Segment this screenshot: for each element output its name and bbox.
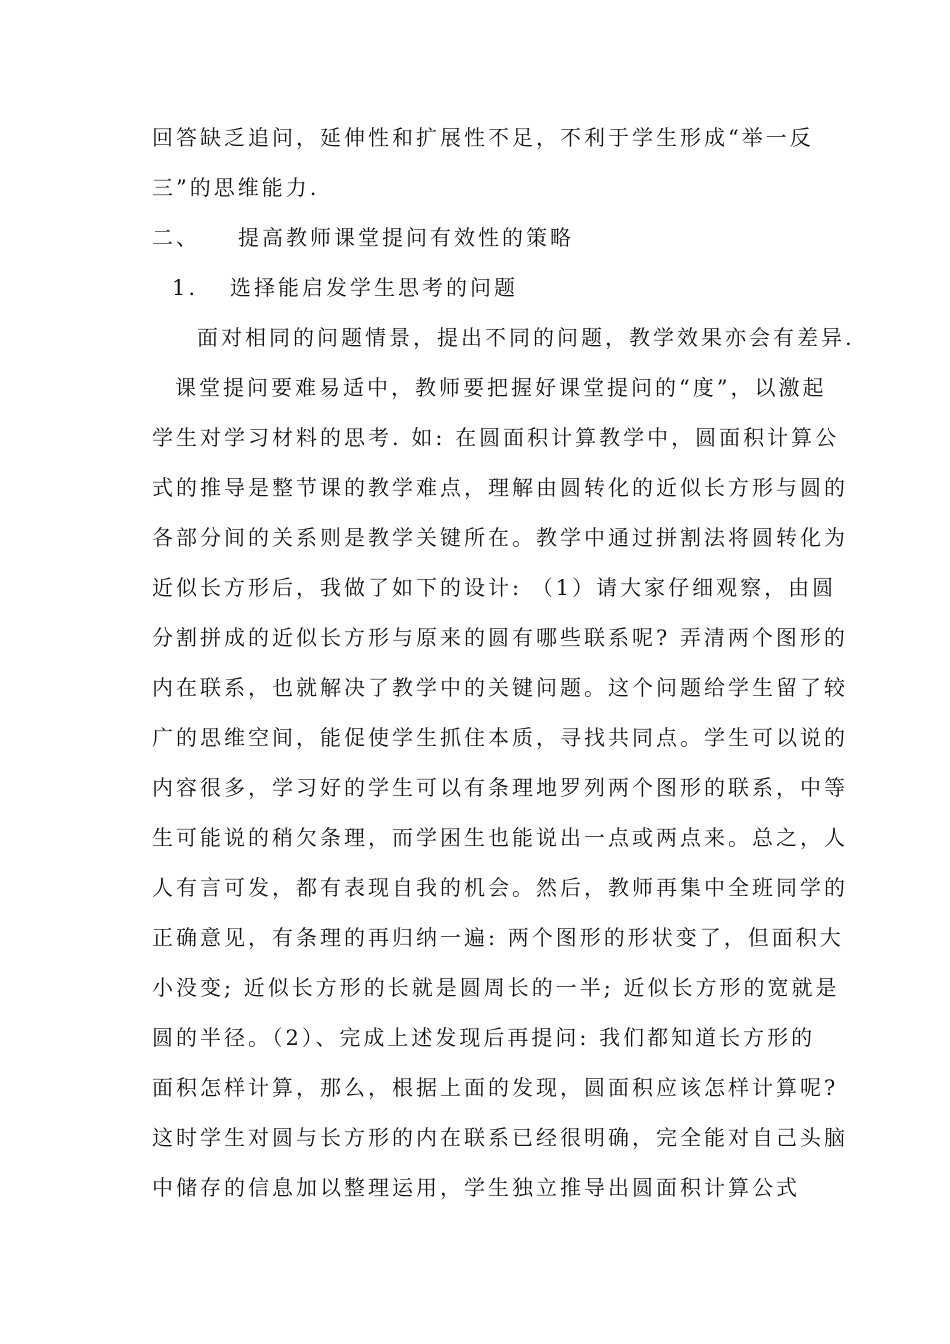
body-line-14: 小没变; 近似长方形的长就是圆周长的一半; 近似长方形的宽就是 bbox=[152, 976, 840, 1000]
body-line-12: 人有言可发，都有表现自我的机会。然后，教师再集中全班同学的 bbox=[152, 876, 848, 900]
body-line-9: 广的思维空间，能促使学生抓住本质，寻找共同点。学生可以说的 bbox=[152, 726, 848, 750]
subsection-title: 选择能启发学生思考的问题 bbox=[230, 276, 519, 300]
body-line-2: 课堂提问要难易适中，教师要把握好课堂提问的“度”，以激起 bbox=[175, 376, 827, 400]
subsection-heading bbox=[172, 275, 518, 301]
body-line-4: 式的推导是整节课的教学难点，理解由圆转化的近似长方形与圆的 bbox=[152, 476, 848, 500]
body-line-1: 面对相同的问题情景，提出不同的问题，教学效果亦会有差异. bbox=[197, 326, 855, 350]
body-line-5: 各部分间的关系则是教学关键所在。教学中通过拼割法将圆转化为 bbox=[152, 526, 848, 550]
section-heading bbox=[152, 225, 574, 251]
intro-line-1: 回答缺乏追问，延伸性和扩展性不足，不利于学生形成“举一反 bbox=[152, 126, 814, 150]
body-line-6: 近似长方形后，我做了如下的设计: （1）请大家仔细观察，由圆 bbox=[152, 576, 837, 600]
body-line-13: 正确意见，有条理的再归纳一遍: 两个图形的形状变了，但面积大 bbox=[152, 926, 844, 950]
section-number: 二、 bbox=[152, 226, 200, 250]
section-title: 提高教师课堂提问有效性的策略 bbox=[238, 226, 574, 250]
body-line-16: 面积怎样计算，那么，根据上面的发现，圆面积应该怎样计算呢? bbox=[152, 1076, 839, 1100]
body-line-7: 分割拼成的近似长方形与原来的圆有哪些联系呢? 弄清两个图形的 bbox=[152, 626, 848, 650]
body-line-17: 这时学生对圆与长方形的内在联系已经很明确，完全能对自己头脑 bbox=[152, 1126, 848, 1150]
body-line-10: 内容很多，学习好的学生可以有条理地罗列两个图形的联系，中等 bbox=[152, 776, 848, 800]
body-line-3: 学生对学习材料的思考. 如: 在圆面积计算教学中，圆面积计算公 bbox=[152, 426, 840, 450]
intro-line-2: 三”的思维能力. bbox=[152, 176, 320, 200]
body-line-8: 内在联系，也就解决了教学中的关键问题。这个问题给学生留了较 bbox=[152, 676, 848, 700]
body-line-15: 圆的半径。（2）、完成上述发现后再提问: 我们都知道长方形的 bbox=[152, 1026, 816, 1050]
body-line-11: 生可能说的稍欠条理，而学困生也能说出一点或两点来。总之，人 bbox=[152, 826, 848, 850]
body-line-18: 中储存的信息加以整理运用，学生独立推导出圆面积计算公式 bbox=[152, 1176, 800, 1200]
subsection-number: 1. bbox=[172, 276, 199, 300]
